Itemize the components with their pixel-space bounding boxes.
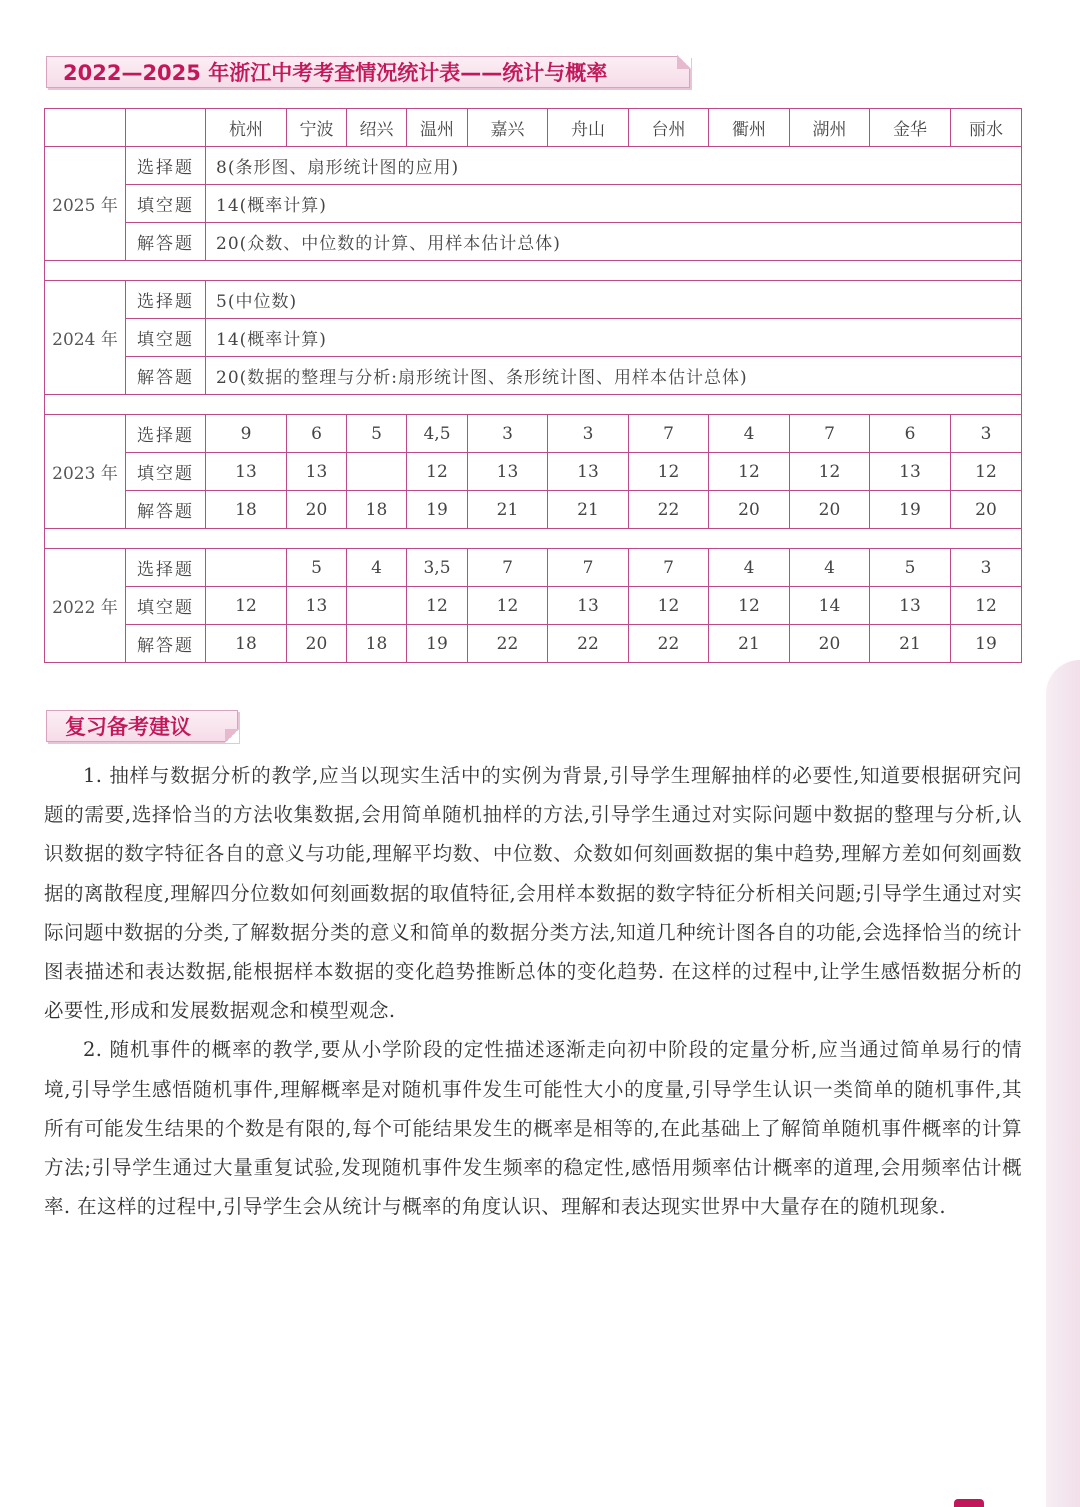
question-number-cell: 3: [548, 415, 629, 453]
question-type-label: 选择题: [126, 415, 206, 453]
year-label: 2024 年: [45, 281, 126, 395]
table-row: [45, 319, 1022, 357]
question-number-cell: 7: [548, 549, 629, 587]
header-empty-cell: [45, 109, 126, 147]
question-number-cell: 4,5: [407, 415, 468, 453]
separator-cell: [45, 529, 1022, 549]
separator-cell: [45, 395, 1022, 415]
question-description: 8(条形图、扇形统计图的应用): [206, 147, 1022, 185]
question-number-cell: 22: [629, 491, 709, 529]
city-header: 宁波: [287, 109, 347, 147]
question-type-label: 解答题: [126, 625, 206, 663]
city-header: 台州: [629, 109, 709, 147]
city-header: 舟山: [548, 109, 629, 147]
header-empty-cell: [126, 109, 206, 147]
question-number-cell: 19: [870, 491, 951, 529]
question-number-cell: 21: [548, 491, 629, 529]
city-header: 丽水: [951, 109, 1022, 147]
question-type-label: 解答题: [126, 357, 206, 395]
question-number-cell: 21: [870, 625, 951, 663]
question-number-cell: 13: [206, 453, 287, 491]
question-number-cell: 18: [206, 491, 287, 529]
table-row: [45, 415, 1022, 453]
question-number-cell: 5: [870, 549, 951, 587]
year-label: 2023 年: [45, 415, 126, 529]
question-number-cell: 13: [548, 587, 629, 625]
question-number-cell: 13: [287, 453, 347, 491]
question-description: 14(概率计算): [206, 185, 1022, 223]
question-number-cell: 7: [790, 415, 870, 453]
question-number-cell: 20: [709, 491, 790, 529]
question-number-cell: 4: [709, 415, 790, 453]
question-number-cell: 5: [347, 415, 407, 453]
question-number-cell: 12: [709, 453, 790, 491]
question-description: 5(中位数): [206, 281, 1022, 319]
question-type-label: 选择题: [126, 281, 206, 319]
question-number-cell: [347, 453, 407, 491]
city-header: 湖州: [790, 109, 870, 147]
table-row: [45, 357, 1022, 395]
separator-row: [45, 261, 1022, 281]
question-description: 20(数据的整理与分析:扇形统计图、条形统计图、用样本估计总体): [206, 357, 1022, 395]
table-title: 2022—2025 年浙江中考考查情况统计表——统计与概率: [63, 61, 608, 85]
question-number-cell: 13: [870, 587, 951, 625]
question-type-label: 填空题: [126, 587, 206, 625]
advice-heading: 复习备考建议: [65, 715, 191, 739]
table-body: [45, 109, 1022, 663]
question-number-cell: 20: [790, 491, 870, 529]
question-number-cell: 4: [790, 549, 870, 587]
table-row: [45, 281, 1022, 319]
question-number-cell: 19: [407, 491, 468, 529]
question-number-cell: 21: [468, 491, 548, 529]
city-header: 嘉兴: [468, 109, 548, 147]
advice-text: [44, 756, 1022, 1226]
question-number-cell: 12: [407, 587, 468, 625]
question-number-cell: 6: [870, 415, 951, 453]
city-header: 温州: [407, 109, 468, 147]
table-title-banner: [46, 56, 690, 88]
question-number-cell: [206, 549, 287, 587]
table-row: [45, 453, 1022, 491]
city-header: 绍兴: [347, 109, 407, 147]
question-number-cell: 12: [206, 587, 287, 625]
question-number-cell: 12: [709, 587, 790, 625]
question-number-cell: 22: [629, 625, 709, 663]
question-number-cell: [347, 587, 407, 625]
statistics-table: [44, 108, 1022, 663]
table-row: [45, 147, 1022, 185]
question-number-cell: 18: [347, 625, 407, 663]
question-number-cell: 14: [790, 587, 870, 625]
question-number-cell: 4: [709, 549, 790, 587]
question-number-cell: 3: [951, 549, 1022, 587]
question-description: 20(众数、中位数的计算、用样本估计总体): [206, 223, 1022, 261]
question-number-cell: 20: [287, 625, 347, 663]
question-number-cell: 12: [790, 453, 870, 491]
advice-paragraph-2: 2. 随机事件的概率的教学,要从小学阶段的定性描述逐渐走向初中阶段的定量分析,应当通过简单易行的情境,引导学生感悟随机事件,理解概率是对随机事件发生可能性大小的度量,引导学生认识一类简单的随机事件,其所有可能发生结果的个数是有限的,每个可能结果发生的概率是相等的,在此基础上了解简单随机事件概率的计算方法;引导学生通过大量重复试验,发现随机事件发生频率的稳定性,感悟用频率估计概率的道理,会用频率估计概率. 在这样的过程中,引导学生会从统计与概率的角度认识、理解和表达现实世界中大量存在的随机现象.: [44, 1038, 1022, 1219]
table-row: [45, 587, 1022, 625]
city-header: 金华: [870, 109, 951, 147]
question-number-cell: 12: [629, 587, 709, 625]
table-row: [45, 185, 1022, 223]
question-number-cell: 18: [347, 491, 407, 529]
question-number-cell: 3: [951, 415, 1022, 453]
table-row: [45, 625, 1022, 663]
table-row: [45, 223, 1022, 261]
question-number-cell: 4: [347, 549, 407, 587]
question-number-cell: 12: [407, 453, 468, 491]
banner-fold-decoration: [225, 729, 239, 743]
question-number-cell: 18: [206, 625, 287, 663]
question-number-cell: 20: [287, 491, 347, 529]
question-number-cell: 19: [407, 625, 468, 663]
separator-cell: [45, 261, 1022, 281]
question-number-cell: 13: [548, 453, 629, 491]
question-type-label: 解答题: [126, 491, 206, 529]
question-type-label: 填空题: [126, 319, 206, 357]
question-number-cell: 21: [709, 625, 790, 663]
question-number-cell: 7: [629, 549, 709, 587]
table-row: [45, 491, 1022, 529]
question-type-label: 选择题: [126, 549, 206, 587]
question-type-label: 解答题: [126, 223, 206, 261]
question-number-cell: 13: [870, 453, 951, 491]
advice-paragraph-1: 1. 抽样与数据分析的教学,应当以现实生活中的实例为背景,引导学生理解抽样的必要性,知道要根据研究问题的需要,选择恰当的方法收集数据,会用简单随机抽样的方法,引导学生通过对实际问题中数据的整理与分析,认识数据的数字特征各自的意义与功能,理解平均数、中位数、众数如何刻画数据的集中趋势,理解方差如何刻画数据的离散程度,理解四分位数如何刻画数据的取值特征,会用样本数据的数字特征分析相关问题;引导学生通过对实际问题中数据的分类,了解数据分类的意义和简单的数据分类方法,知道几种统计图各自的功能,会选择恰当的统计图表描述和表达数据,能根据样本数据的变化趋势推断总体的变化趋势. 在这样的过程中,让学生感悟数据分析的必要性,形成和发展数据观念和模型观念.: [44, 764, 1022, 1023]
question-number-cell: 19: [951, 625, 1022, 663]
question-number-cell: 7: [629, 415, 709, 453]
banner-fold-decoration: [677, 55, 691, 69]
question-number-cell: 12: [629, 453, 709, 491]
city-header: 衢州: [709, 109, 790, 147]
separator-row: [45, 529, 1022, 549]
question-number-cell: 12: [951, 587, 1022, 625]
question-type-label: 选择题: [126, 147, 206, 185]
question-number-cell: 20: [951, 491, 1022, 529]
question-number-cell: 9: [206, 415, 287, 453]
year-label: 2025 年: [45, 147, 126, 261]
question-number-cell: 20: [790, 625, 870, 663]
question-number-cell: 3,5: [407, 549, 468, 587]
question-number-cell: 12: [951, 453, 1022, 491]
question-number-cell: 7: [468, 549, 548, 587]
question-number-cell: 5: [287, 549, 347, 587]
question-type-label: 填空题: [126, 453, 206, 491]
question-number-cell: 6: [287, 415, 347, 453]
question-number-cell: 22: [548, 625, 629, 663]
question-number-cell: 13: [468, 453, 548, 491]
question-description: 14(概率计算): [206, 319, 1022, 357]
advice-heading-banner: [46, 710, 238, 742]
question-number-cell: 3: [468, 415, 548, 453]
city-header: 杭州: [206, 109, 287, 147]
table-row: [45, 549, 1022, 587]
question-number-cell: 12: [468, 587, 548, 625]
question-number-cell: 22: [468, 625, 548, 663]
question-type-label: 填空题: [126, 185, 206, 223]
question-number-cell: 13: [287, 587, 347, 625]
separator-row: [45, 395, 1022, 415]
header-row: [45, 109, 1022, 147]
year-label: 2022 年: [45, 549, 126, 663]
page-edge-decoration: [1046, 660, 1080, 1507]
corner-mark: [954, 1499, 984, 1507]
